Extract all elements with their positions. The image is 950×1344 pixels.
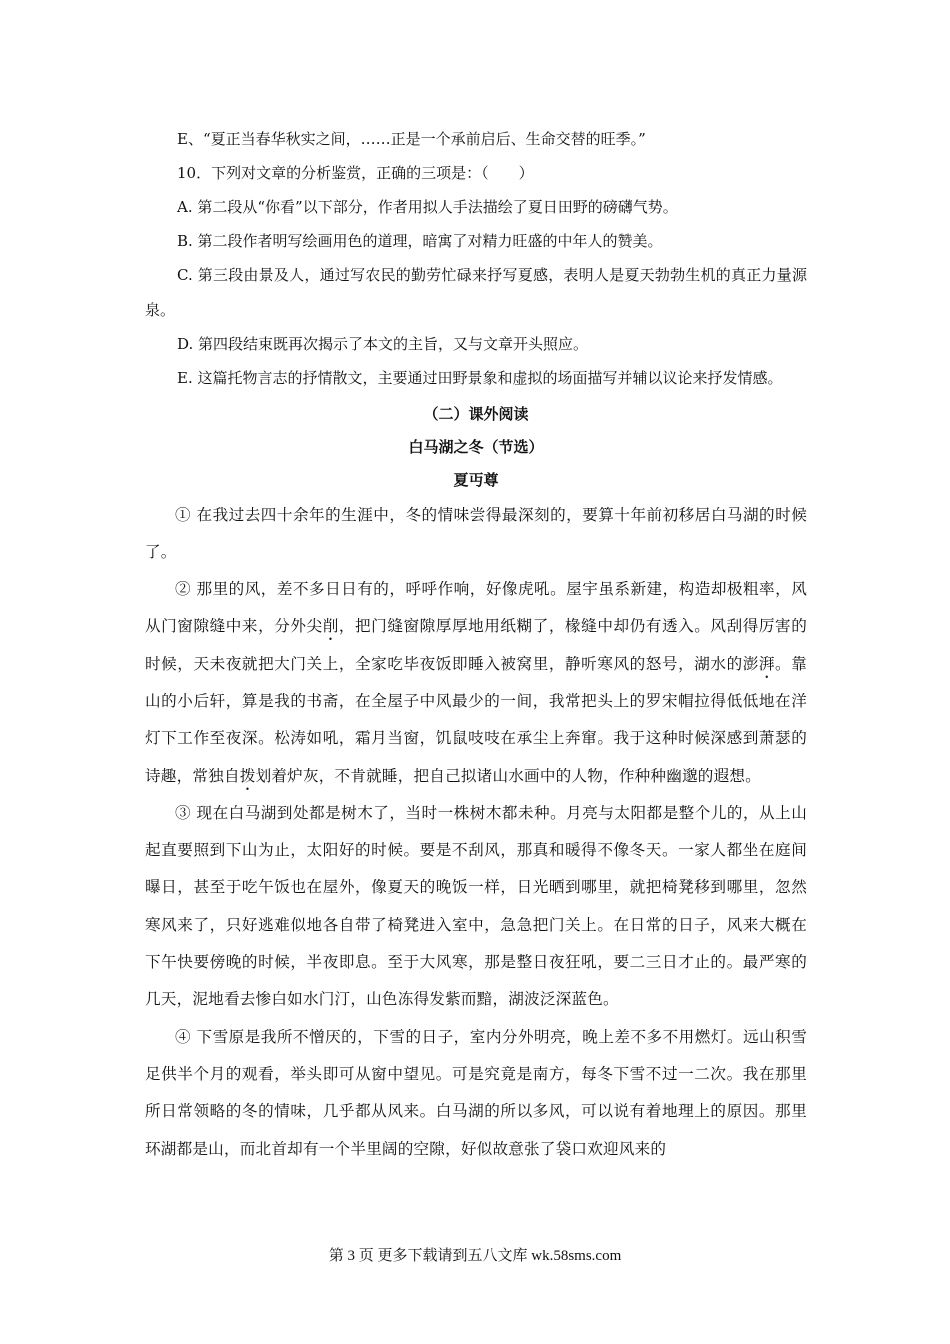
q10-stem: 10．下列对文章的分析鉴赏，正确的三项是：（ ）	[177, 164, 534, 182]
emphasized-char-pai: 湃	[758, 654, 776, 673]
passage-paragraph-3: ③ 现在白马湖到处都是树木了，当时一株树木都未种。月亮与太阳都是整个儿的，从上山起直要照到下山为止，太阳好的时候。要是不刮风，那真和暖得不像冬天。一家人都坐在庭间曝日，甚至于吃午饭也在屋外，像夏天的晚饭一样，日光晒到哪里，就把椅凳移到哪里，忽然寒风来了，只好逃难似地各自带了椅凳进入室中，急急把门关上。在日常的日子，风来大概在下午快要傍晚的时候，半夜即息。至于大风寒，那是整日夜狂吼，要二三日才止的。最严寒的几天，泥地看去惨白如水门汀，山色冻得发紫而黯，湖波泛深蓝色。	[145, 803, 807, 1009]
passage-title: 白马湖之冬（节选）	[408, 437, 544, 456]
q10-option-c: C. 第三段由景及人，通过写农民的勤劳忙碌来抒写夏感，表明人是夏天勃勃生机的真正力量源泉。	[145, 266, 807, 319]
q9-option-e: E、“夏正当春华秋实之间，……正是一个承前启后、生命交替的旺季。”	[177, 130, 646, 148]
paragraph-2-text-a: ② 那里的风，差不多日日有的，呼呼作响，好像虎吼。屋宇虽系新建，构造却极粗率，风从门窗隙缝中来，分外尖	[145, 580, 807, 636]
q10-option-e: E. 这篇托物言志的抒情散文，主要通过田野景象和虚拟的场面描写并辅以议论来抒发情感。	[177, 369, 783, 387]
emphasized-char-bo: 拨	[239, 766, 256, 785]
q10-option-d: D. 第四段结束既再次揭示了本文的主旨，又与文章开头照应。	[177, 335, 589, 353]
page-footer: 第 3 页 更多下载请到五八文库 wk.58sms.com	[328, 1248, 622, 1264]
passage-paragraph-4: ④ 下雪原是我所不憎厌的，下雪的日子，室内分外明亮，晚上差不多不用燃灯。远山积雪足供半个月的观看，举头即可从窗中望见。可是究竟是南方，每冬下雪不过一二次。我在那里所日常领略的冬的情味，几乎都从风来。白马湖的所以多风，可以说有着地理上的原因。那里环湖都是山，而北首却有一个半里阔的空隙，好似故意张了袋口欢迎风来的	[145, 1027, 807, 1158]
emphasized-char-xue: 削	[322, 617, 339, 636]
paragraph-2-text-b: ，把门缝窗隙厚厚地用纸糊了，椽缝中却仍有透入。风刮得厉害的时候，天未夜就把大门关上，全家吃毕夜饭即睡入被窝里，静听寒风的怒号，湖水的澎	[145, 617, 807, 673]
paragraph-2-text-d: 划着炉灰，不肯就睡，把自己拟诸山水画中的人物，作种种幽邈的遐想。	[255, 766, 761, 785]
paragraph-2-text-c: 。靠山的小后轩，算是我的书斋，在全屋子中风最少的一间，我常把头上的罗宋帽拉得低低地在洋灯下工作至夜深。松涛如吼，霜月当窗，饥鼠吱吱在承尘上奔窜。我于这种时候深感到萧瑟的诗趣，常独自	[145, 654, 807, 785]
passage-paragraph-2	[145, 571, 807, 795]
page-content	[145, 122, 807, 1168]
q10-option-a: A. 第二段从“你看”以下部分，作者用拟人手法描绘了夏日田野的磅礴气势。	[177, 198, 678, 216]
passage-author: 夏丏尊	[453, 470, 499, 489]
passage-paragraph-1: ① 在我过去四十余年的生涯中，冬的情味尝得最深刻的，要算十年前初移居白马湖的时候了。	[145, 505, 807, 561]
section-heading: （二）课外阅读	[423, 404, 529, 423]
q10-option-b: B. 第二段作者明写绘画用色的道理，暗寓了对精力旺盛的中年人的赞美。	[177, 232, 663, 250]
